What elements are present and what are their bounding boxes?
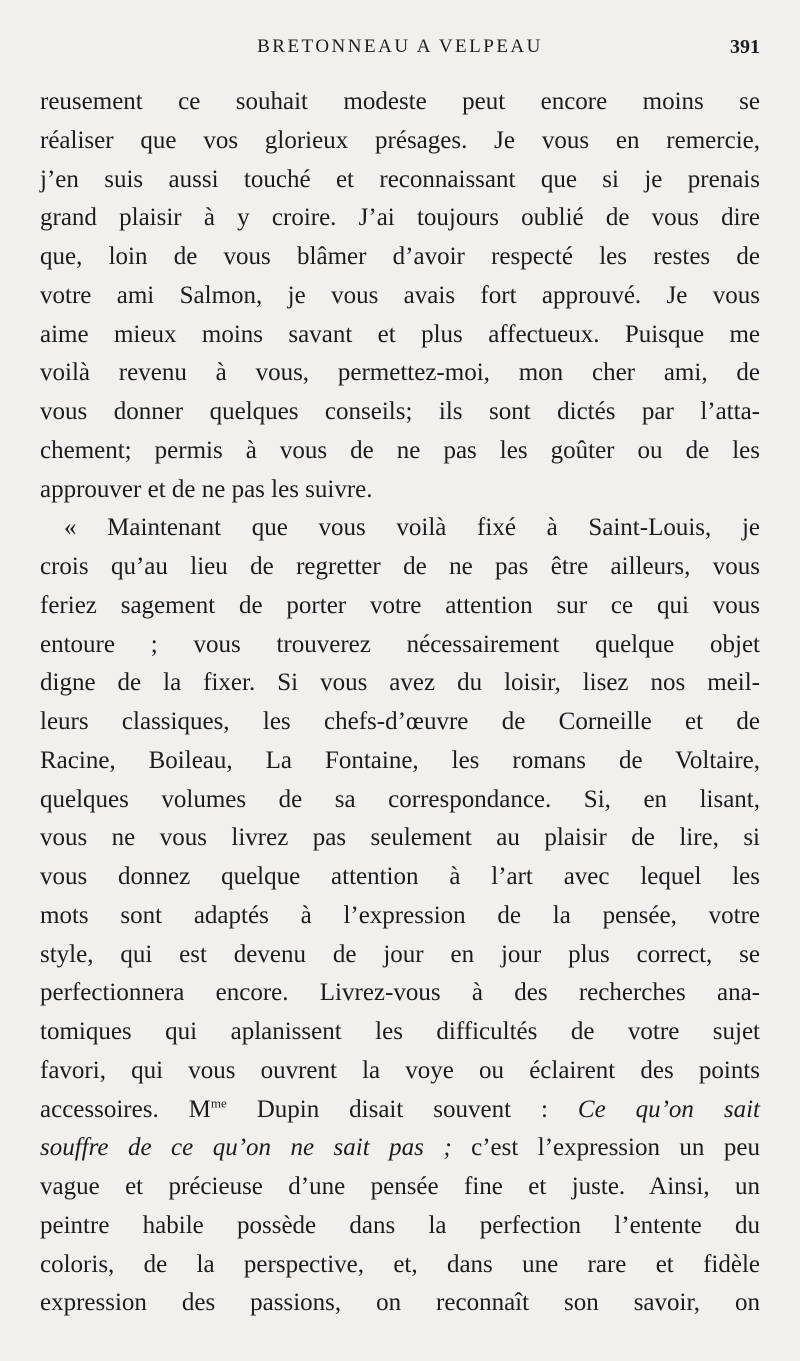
text-line-with-superscript — [40, 1091, 760, 1130]
line-text-before: accessoires. M — [40, 1095, 211, 1123]
text-line: aime mieux moins savant et plus affectueux. Puisque me — [40, 320, 760, 348]
text-line: vague et précieuse d’une pensée fine et juste. Ainsi, un — [40, 1173, 760, 1200]
text-line: favori, qui vous ouvrent la voye ou éclairent des points — [40, 1056, 760, 1084]
text-line: quelques volumes de sa correspondance. Si, en lisant, — [40, 785, 760, 813]
text-line: j’en suis aussi touché et reconnaissant que si je prenais — [40, 165, 760, 193]
italic-quote: Ce qu’on sait — [577, 1095, 761, 1123]
text-line: voilà revenu à vous, permettez-moi, mon cher ami, de — [40, 359, 760, 387]
text-line: votre ami Salmon, je vous avais fort approuvé. Je vous — [40, 281, 760, 309]
text-line: vous ne vous livrez pas seulement au plaisir de lire, si — [40, 824, 760, 852]
text-line: entoure ; vous trouverez nécessairement quelque objet — [40, 630, 760, 658]
text-line: vous donnez quelque attention à l’art avec lequel les — [40, 863, 760, 890]
text-line: tomiques qui aplanissent les difficultés de votre sujet — [40, 1018, 760, 1045]
line-text-after: c’est l’expression un peu — [451, 1134, 760, 1162]
text-line: Racine, Boileau, La Fontaine, les romans de Voltaire, — [40, 746, 760, 774]
body-text — [40, 83, 760, 1323]
page-number: 391 — [730, 36, 760, 58]
text-line: réaliser que vos glorieux présages. Je vous en remercie, — [40, 126, 760, 154]
text-line-paragraph-start: « Maintenant que vous voilà fixé à Saint-Louis, je — [64, 514, 760, 542]
text-line-with-italic — [40, 1129, 760, 1168]
text-line-paragraph-end: approuver et de ne pas les suivre. — [40, 475, 373, 503]
text-line: expression des passions, on reconnaît son savoir, on — [40, 1289, 760, 1317]
text-line: mots sont adaptés à l’expression de la pensée, votre — [40, 901, 760, 929]
running-head — [40, 30, 760, 64]
text-line: perfectionnera encore. Livrez-vous à des recherches ana- — [40, 979, 760, 1007]
text-line: chement; permis à vous de ne pas les goûter ou de les — [40, 436, 760, 464]
text-line: que, loin de vous blâmer d’avoir respecté les restes de — [40, 243, 760, 270]
text-line: grand plaisir à y croire. J’ai toujours oublié de vous dire — [40, 204, 760, 232]
text-line: feriez sagement de porter votre attention sur ce qui vous — [40, 591, 760, 619]
running-title: BRETONNEAU A VELPEAU — [257, 36, 543, 57]
italic-quote: souffre de ce qu’on ne sait pas ; — [40, 1134, 452, 1162]
text-line: vous donner quelques conseils; ils sont dictés par l’atta- — [40, 398, 760, 425]
text-line: leurs classiques, les chefs-d’œuvre de Corneille et de — [40, 708, 760, 735]
text-line: digne de la fixer. Si vous avez du loisir, lisez nos meil- — [40, 669, 760, 697]
text-line: reusement ce souhait modeste peut encore moins se — [40, 88, 760, 115]
text-line: style, qui est devenu de jour en jour plus correct, se — [40, 940, 760, 968]
line-text-middle: Dupin disait souvent : — [226, 1095, 578, 1123]
text-line: peintre habile possède dans la perfection l’entente du — [40, 1211, 760, 1239]
text-line: coloris, de la perspective, et, dans une rare et fidèle — [40, 1250, 760, 1278]
text-line: crois qu’au lieu de regretter de ne pas être ailleurs, vous — [40, 553, 760, 580]
superscript-abbrev: me — [210, 1095, 227, 1111]
